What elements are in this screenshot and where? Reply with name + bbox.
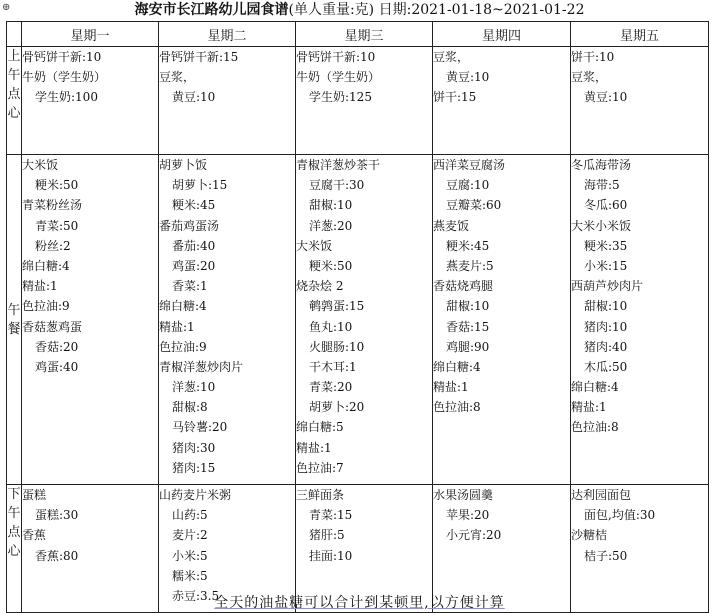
menu-cell bbox=[22, 155, 159, 485]
dish-line: 青椒洋葱炒肉片 bbox=[159, 359, 244, 374]
day-header-row bbox=[7, 22, 709, 47]
dish-line: 香菇葱鸡蛋 bbox=[22, 319, 83, 334]
menu-cell bbox=[433, 47, 571, 155]
dish-line: 色拉油:7 bbox=[296, 460, 344, 475]
lunch-row bbox=[7, 155, 709, 485]
ingredient-line: 面包,均值:30 bbox=[584, 508, 656, 523]
dish-line: 达利园面包 bbox=[571, 488, 632, 502]
ingredient-line: 海带:5 bbox=[584, 178, 620, 193]
dish-line: 绵白糖:4 bbox=[22, 258, 70, 273]
ingredient-line: 马铃薯:20 bbox=[172, 420, 228, 435]
ingredient-line: 挂面:10 bbox=[309, 548, 353, 563]
ingredient-line: 学生奶:100 bbox=[35, 90, 98, 105]
dish-line: 香菇烧鸡腿 bbox=[433, 279, 494, 294]
ingredient-line: 学生奶:125 bbox=[309, 90, 372, 105]
ingredient-line: 小米:5 bbox=[172, 548, 208, 563]
ingredient-line: 香蕉:80 bbox=[35, 548, 79, 563]
dish-line: 三鲜面条 bbox=[296, 488, 345, 502]
ingredient-line: 猪肉:40 bbox=[584, 339, 628, 354]
menu-cell bbox=[22, 47, 159, 155]
ingredient-line: 赤豆:3.5 bbox=[172, 588, 220, 603]
ingredient-line: 豆腐:10 bbox=[446, 178, 490, 193]
ingredient-line: 猪肉:10 bbox=[584, 319, 628, 334]
title-date-label: 日期: bbox=[378, 2, 412, 18]
menu-table bbox=[6, 21, 709, 613]
menu-cell bbox=[159, 155, 296, 485]
dish-line: 骨钙饼干新:10 bbox=[22, 50, 102, 64]
ingredient-line: 鸡腿:90 bbox=[446, 339, 490, 354]
title-school: 海安市长江路幼儿园食谱 bbox=[134, 2, 289, 18]
dish-line: 燕麦饭 bbox=[433, 218, 470, 233]
dish-line: 青椒洋葱炒茶干 bbox=[296, 158, 381, 172]
corner-cell bbox=[7, 22, 22, 47]
page-title bbox=[0, 0, 719, 20]
dish-line: 沙糖桔 bbox=[571, 528, 608, 543]
dish-line: 蛋糕 bbox=[22, 488, 47, 502]
period-label-afternoon: 下午点心 bbox=[7, 485, 22, 613]
footer-note bbox=[0, 593, 719, 613]
dish-line: 西葫芦炒肉片 bbox=[571, 279, 644, 294]
menu-cell bbox=[571, 155, 709, 485]
dish-line: 大米饭 bbox=[296, 238, 333, 253]
dish-line: 豆浆， bbox=[433, 50, 470, 64]
footer-text: 全天的油盐糖可以合计到某顿里,以方便计算 bbox=[214, 595, 505, 611]
ingredient-line: 粳米:50 bbox=[35, 178, 79, 193]
ingredient-line: 小元宵:20 bbox=[446, 528, 502, 543]
dish-line: 牛奶（学生奶） bbox=[22, 70, 107, 85]
ingredient-line: 洋葱:10 bbox=[172, 380, 216, 395]
ingredient-line: 黄豆:10 bbox=[446, 70, 490, 85]
dish-line: 山药麦片米粥 bbox=[159, 488, 232, 502]
ingredient-line: 小米:15 bbox=[584, 258, 628, 273]
dish-line: 西洋菜豆腐汤 bbox=[433, 158, 506, 172]
dish-line: 牛奶（学生奶） bbox=[296, 70, 381, 85]
ingredient-line: 青菜:15 bbox=[309, 508, 353, 523]
dish-line: 绵白糖:5 bbox=[296, 420, 344, 435]
dish-line: 绵白糖:4 bbox=[433, 359, 481, 374]
ingredient-line: 胡萝卜:15 bbox=[172, 178, 228, 193]
ingredient-line: 山药:5 bbox=[172, 508, 208, 523]
menu-cell bbox=[433, 155, 571, 485]
dish-line: 精盐:1 bbox=[296, 440, 332, 455]
ingredient-line: 青菜:50 bbox=[35, 218, 79, 233]
day-header: 星期三 bbox=[296, 22, 433, 47]
morning-snack-row bbox=[7, 47, 709, 155]
dish-line: 绵白糖:4 bbox=[571, 380, 619, 395]
ingredient-line: 洋葱:20 bbox=[309, 218, 353, 233]
ingredient-line: 香菇:20 bbox=[35, 339, 79, 354]
ingredient-line: 猪肉:30 bbox=[172, 440, 216, 455]
dish-line: 色拉油:9 bbox=[159, 339, 207, 354]
dish-line: 青菜粉丝汤 bbox=[22, 198, 83, 213]
title-date-range: 2021-01-18~2021-01-22 bbox=[411, 2, 585, 18]
ingredient-line: 黄豆:10 bbox=[172, 90, 216, 105]
ingredient-line: 黄豆:10 bbox=[584, 90, 628, 105]
ingredient-line: 干木耳:1 bbox=[309, 359, 357, 374]
menu-cell bbox=[159, 47, 296, 155]
day-header: 星期一 bbox=[22, 22, 159, 47]
period-label-lunch: 午餐 bbox=[7, 155, 22, 485]
ingredient-line: 糯米:5 bbox=[172, 568, 208, 583]
dish-line: 骨钙饼干新:15 bbox=[159, 50, 239, 64]
menu-cell bbox=[296, 47, 433, 155]
ingredient-line: 粳米:45 bbox=[446, 238, 490, 253]
ingredient-line: 粳米:45 bbox=[172, 198, 216, 213]
dish-line: 番茄鸡蛋汤 bbox=[159, 218, 220, 233]
ingredient-line: 鸡蛋:40 bbox=[35, 359, 79, 374]
dish-line: 骨钙饼干新:10 bbox=[296, 50, 376, 64]
dish-line: 精盐:1 bbox=[433, 380, 469, 395]
ingredient-line: 鱼丸:10 bbox=[309, 319, 353, 334]
ingredient-line: 鹌鹑蛋:15 bbox=[309, 299, 365, 314]
title-unit-note: (单人重量:克) bbox=[288, 2, 375, 18]
dish-line: 大米饭 bbox=[22, 158, 59, 172]
dish-line: 豆浆， bbox=[159, 70, 196, 85]
day-header: 星期五 bbox=[571, 22, 709, 47]
ingredient-line: 猪肝:5 bbox=[309, 528, 345, 543]
period-label-morning: 上午点心 bbox=[7, 47, 22, 155]
dish-line: 饼干:15 bbox=[433, 90, 477, 105]
ingredient-line: 甜椒:10 bbox=[309, 198, 353, 213]
ingredient-line: 香菇:15 bbox=[446, 319, 490, 334]
menu-cell bbox=[571, 47, 709, 155]
ingredient-line: 粳米:35 bbox=[584, 238, 628, 253]
ingredient-line: 冬瓜:60 bbox=[584, 198, 628, 213]
dish-line: 精盐:1 bbox=[159, 319, 195, 334]
ingredient-line: 胡萝卜:20 bbox=[309, 400, 365, 415]
ingredient-line: 青菜:20 bbox=[309, 380, 353, 395]
dish-line: 胡萝卜饭 bbox=[159, 158, 208, 172]
ingredient-line: 木瓜:50 bbox=[584, 359, 628, 374]
dish-line: 色拉油:8 bbox=[433, 400, 481, 415]
ingredient-line: 猪肉:15 bbox=[172, 460, 216, 475]
ingredient-line: 番茄:40 bbox=[172, 238, 216, 253]
ingredient-line: 豆腐干:30 bbox=[309, 178, 365, 193]
day-header: 星期四 bbox=[433, 22, 571, 47]
dish-line: 大米小米饭 bbox=[571, 218, 632, 233]
dish-line: 精盐:1 bbox=[22, 279, 58, 294]
dish-line: 绵白糖:4 bbox=[159, 299, 207, 314]
dish-line: 色拉油:9 bbox=[22, 299, 70, 314]
ingredient-line: 桔子:50 bbox=[584, 548, 628, 563]
ingredient-line: 燕麦片:5 bbox=[446, 258, 494, 273]
paragraph-mark-icon: ⊕ bbox=[2, 2, 11, 13]
ingredient-line: 蛋糕:30 bbox=[35, 508, 79, 523]
ingredient-line: 鸡蛋:20 bbox=[172, 258, 216, 273]
dish-line: 冬瓜海带汤 bbox=[571, 158, 632, 172]
ingredient-line: 苹果:20 bbox=[446, 508, 490, 523]
menu-cell bbox=[296, 155, 433, 485]
dish-line: 色拉油:8 bbox=[571, 420, 619, 435]
ingredient-line: 豆瓣菜:60 bbox=[446, 198, 502, 213]
day-header: 星期二 bbox=[159, 22, 296, 47]
dish-line: 烧杂烩 2 bbox=[296, 279, 344, 294]
ingredient-line: 粉丝:2 bbox=[35, 238, 71, 253]
dish-line: 饼干:10 bbox=[571, 50, 615, 64]
ingredient-line: 甜椒:10 bbox=[446, 299, 490, 314]
ingredient-line: 粳米:50 bbox=[309, 258, 353, 273]
ingredient-line: 甜椒:8 bbox=[172, 400, 208, 415]
dish-line: 水果汤圆羹 bbox=[433, 488, 494, 502]
ingredient-line: 火腿肠:10 bbox=[309, 339, 365, 354]
ingredient-line: 香菜:1 bbox=[172, 279, 208, 294]
dish-line: 香蕉 bbox=[22, 528, 47, 543]
dish-line: 精盐:1 bbox=[571, 400, 607, 415]
ingredient-line: 麦片:2 bbox=[172, 528, 208, 543]
dish-line: 豆浆， bbox=[571, 70, 608, 85]
ingredient-line: 甜椒:10 bbox=[584, 299, 628, 314]
